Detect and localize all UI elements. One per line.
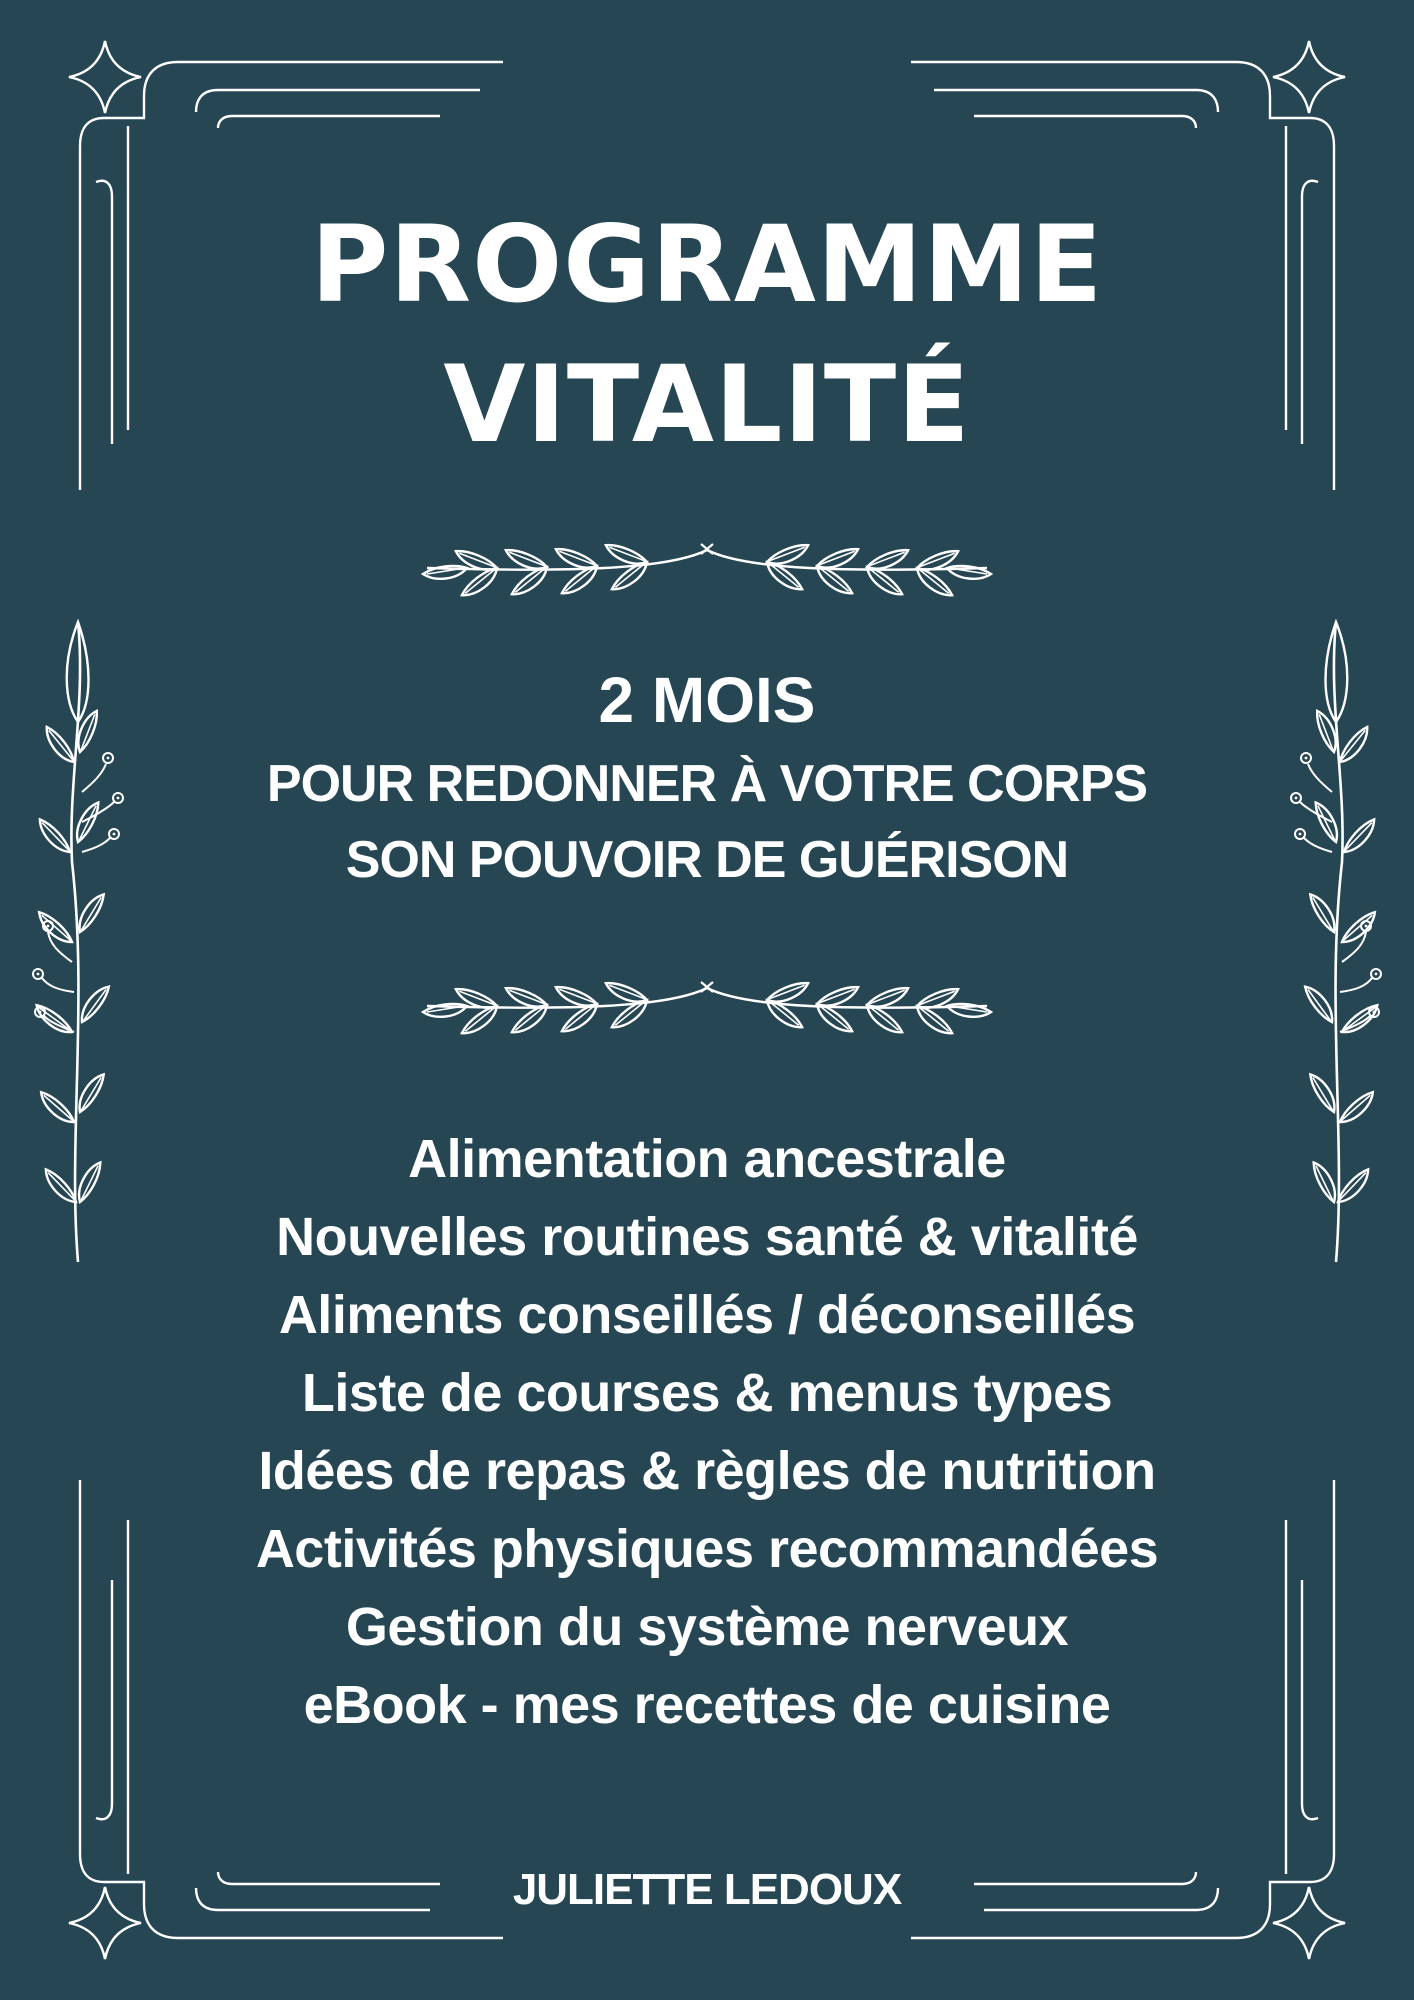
laurel-divider-icon <box>423 976 991 1037</box>
subtitle-line-2: SON POUVOIR DE GUÉRISON <box>345 831 1069 889</box>
title-line-1: PROGRAMME <box>310 203 1104 326</box>
list-item: Liste de courses & menus types <box>301 1363 1113 1423</box>
list-item: eBook - mes recettes de cuisine <box>303 1675 1111 1735</box>
sparkle-star-icon <box>69 41 141 113</box>
duration-heading: 2 MOIS <box>598 664 816 736</box>
list-item: Aliments conseillés / déconseillés <box>278 1285 1136 1345</box>
sparkle-star-icon <box>1273 41 1345 113</box>
list-item: Activités physiques recommandées <box>255 1519 1159 1579</box>
list-item: Alimentation ancestrale <box>408 1129 1006 1189</box>
laurel-divider-icon <box>423 538 991 599</box>
list-item: Idées de repas & règles de nutrition <box>258 1441 1156 1501</box>
list-item: Nouvelles routines santé & vitalité <box>276 1207 1138 1267</box>
author-name: JULIETTE LEDOUX <box>512 1865 902 1914</box>
title-line-2: VITALITÉ <box>443 343 971 466</box>
list-item: Gestion du système nerveux <box>345 1597 1069 1657</box>
subtitle-line-1: POUR REDONNER À VOTRE CORPS <box>266 755 1148 813</box>
